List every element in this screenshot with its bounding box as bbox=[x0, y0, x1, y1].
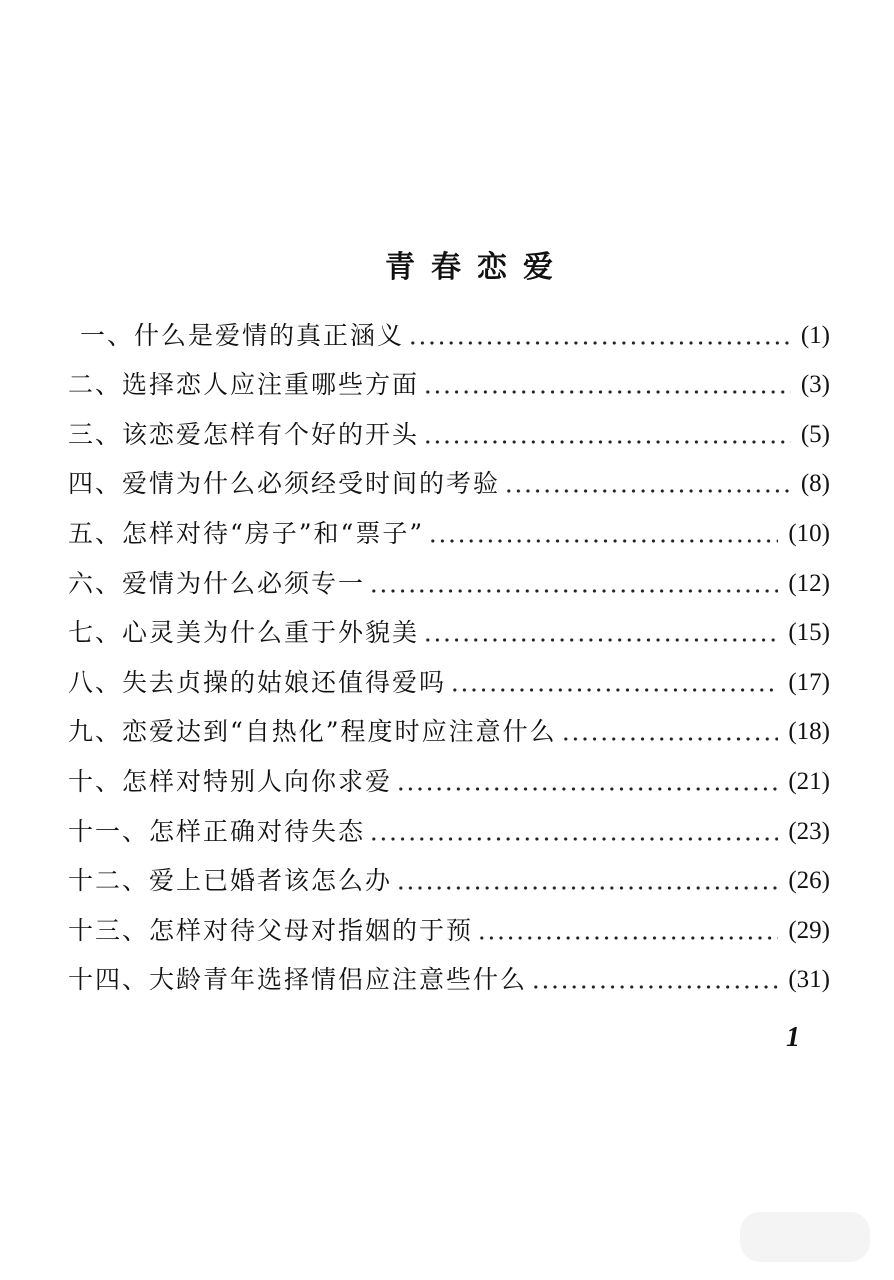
toc-entry[interactable] bbox=[68, 655, 830, 705]
toc-entry[interactable] bbox=[68, 308, 830, 358]
toc-entry[interactable] bbox=[68, 854, 830, 904]
toc-entry-page: (17) bbox=[788, 668, 830, 696]
leader-dots bbox=[396, 871, 778, 891]
toc-entry-page: (5) bbox=[800, 420, 830, 448]
toc-entry-title: 六、爱情为什么必须专一 bbox=[68, 568, 366, 598]
toc-entry[interactable] bbox=[68, 358, 830, 408]
toc-entry-page: (29) bbox=[788, 916, 830, 944]
leader-dots bbox=[423, 425, 791, 445]
toc-entry[interactable] bbox=[68, 953, 830, 1003]
toc-entry-title: 十四、大龄青年选择情侣应注意些什么 bbox=[68, 965, 528, 995]
toc-entry-title: 十一、怎样正确对待失态 bbox=[68, 816, 366, 846]
toc-entry-title: 七、心灵美为什么重于外貌美 bbox=[68, 618, 420, 648]
toc-entry-page: (31) bbox=[788, 966, 830, 994]
leader-dots bbox=[408, 326, 791, 346]
toc-entry-title: 一、什么是爱情的真正涵义 bbox=[80, 320, 405, 350]
leader-dots bbox=[369, 574, 778, 594]
toc-entry[interactable] bbox=[68, 804, 830, 854]
leader-dots bbox=[369, 822, 778, 842]
leader-dots bbox=[450, 673, 778, 693]
leader-dots bbox=[477, 921, 778, 941]
toc-entry-title: 八、失去贞操的姑娘还值得爱吗 bbox=[68, 667, 447, 697]
toc-entry-title: 三、该恋爱怎样有个好的开头 bbox=[68, 419, 420, 449]
table-of-contents bbox=[68, 308, 830, 1002]
toc-entry-page: (15) bbox=[788, 619, 830, 647]
toc-entry[interactable] bbox=[68, 506, 830, 556]
toc-entry-page: (8) bbox=[800, 470, 830, 498]
toc-entry[interactable] bbox=[68, 705, 830, 755]
leader-dots bbox=[504, 474, 791, 494]
toc-entry-title: 十三、怎样对待父母对指姻的于预 bbox=[68, 915, 474, 945]
toc-entry-title: 十、怎样对特别人向你求爱 bbox=[68, 766, 393, 796]
leader-dots bbox=[423, 375, 791, 395]
leader-dots bbox=[396, 772, 778, 792]
leader-dots bbox=[428, 524, 778, 544]
toc-entry-title: 四、爱情为什么必须经受时间的考验 bbox=[68, 469, 501, 499]
toc-entry-page: (10) bbox=[788, 519, 830, 547]
toc-entry[interactable] bbox=[68, 606, 830, 656]
scan-smudge bbox=[740, 1212, 870, 1262]
leader-dots bbox=[561, 722, 779, 742]
toc-entry-title: 十二、爱上已婚者该怎么办 bbox=[68, 866, 393, 896]
leader-dots bbox=[423, 623, 778, 643]
toc-entry[interactable] bbox=[68, 556, 830, 606]
toc-entry-page: (12) bbox=[788, 569, 830, 597]
toc-entry-page: (3) bbox=[800, 371, 830, 399]
toc-entry-title: 二、选择恋人应注重哪些方面 bbox=[68, 370, 420, 400]
toc-entry-page: (26) bbox=[788, 867, 830, 895]
toc-entry-title: 五、怎样对待“房子”和“票子” bbox=[68, 518, 425, 548]
toc-entry-page: (21) bbox=[788, 767, 830, 795]
page-number: 1 bbox=[786, 1022, 800, 1053]
toc-entry-page: (1) bbox=[800, 321, 830, 349]
section-title: 青春恋爱 bbox=[385, 250, 569, 285]
toc-entry[interactable] bbox=[68, 457, 830, 507]
leader-dots bbox=[531, 970, 778, 990]
toc-entry-title: 九、恋爱达到“自热化”程度时应注意什么 bbox=[68, 717, 557, 747]
toc-entry-page: (18) bbox=[788, 718, 830, 746]
toc-entry[interactable] bbox=[68, 903, 830, 953]
toc-entry-page: (23) bbox=[788, 817, 830, 845]
toc-entry[interactable] bbox=[68, 407, 830, 457]
toc-entry[interactable] bbox=[68, 754, 830, 804]
